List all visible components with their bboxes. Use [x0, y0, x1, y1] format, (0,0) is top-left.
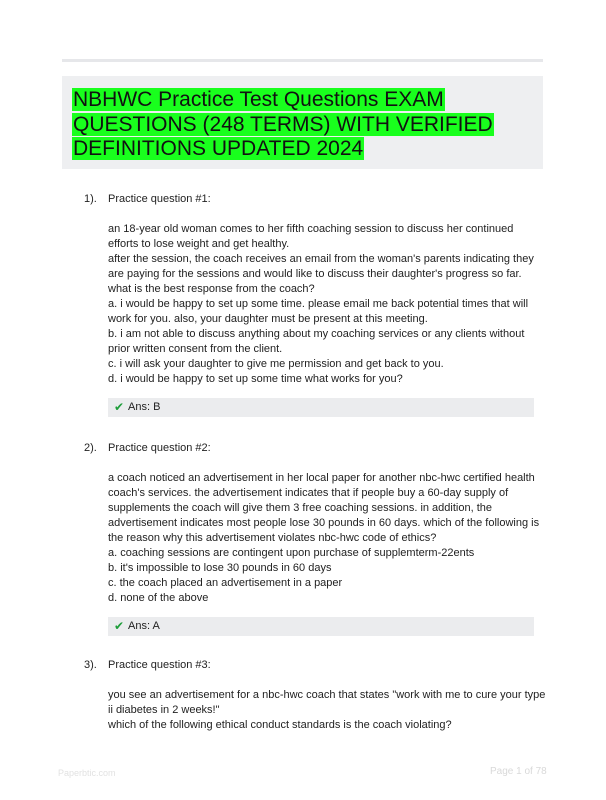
question-line: ii diabetes in 2 weeks!" — [108, 704, 220, 716]
footer-site-watermark: Paperbtic.com — [58, 768, 116, 778]
question-line: prior written consent from the client. — [108, 343, 283, 355]
question-line: coach's services. the advertisement indicates that if people buy a 60-day supply of — [108, 487, 509, 499]
question-heading: Practice question #2: — [108, 442, 211, 454]
question-line: supplements the coach will give them 3 free coaching sessions. in addition, the — [108, 502, 492, 514]
answer-text: Ans: A — [128, 620, 160, 632]
document-title — [72, 88, 532, 162]
question-heading: Practice question #1: — [108, 193, 211, 205]
title-line-1: NBHWC Practice Test Questions EXAM — [73, 88, 444, 111]
question-line: a coach noticed an advertisement in her local paper for another nbc-hwc certified health — [108, 472, 535, 484]
question-line: advertisement indicates most people lose 30 pounds in 60 days. which of the following is — [108, 517, 540, 529]
question-body — [108, 471, 538, 606]
question-line: work for you. also, your daughter must be present at this meeting. — [108, 313, 428, 325]
question-line: the reason why this advertisement violates nbc-hwc code of ethics? — [108, 532, 437, 544]
question-line: b. it's impossible to lose 30 pounds in 60 days — [108, 562, 332, 574]
question-line: which of the following ethical conduct standards is the coach violating? — [108, 719, 452, 731]
question-line: you see an advertisement for a nbc-hwc coach that states "work with me to cure your type — [108, 689, 546, 701]
question-line: are paying for the sessions and would like to discuss their daughter's progress so far. — [108, 268, 522, 280]
question-line: d. none of the above — [108, 592, 209, 604]
check-icon: ✔ — [114, 400, 125, 414]
question-line: c. the coach placed an advertisement in a paper — [108, 577, 343, 589]
question-line: what is the best response from the coach? — [108, 283, 315, 295]
question-line: d. i would be happy to set up some time what works for you? — [108, 373, 403, 385]
answer-text: Ans: B — [128, 401, 161, 413]
question-line: b. i am not able to discuss anything about my coaching services or any clients without — [108, 328, 525, 340]
question-number: 3). — [84, 659, 97, 671]
check-icon: ✔ — [114, 619, 125, 633]
question-heading: Practice question #3: — [108, 659, 211, 671]
answer-box — [108, 617, 534, 636]
question-line: c. i will ask your daughter to give me permission and get back to you. — [108, 358, 444, 370]
answer-box — [108, 398, 534, 417]
question-line: a. coaching sessions are contingent upon purchase of supplemterm-22ents — [108, 547, 475, 559]
question-body — [108, 688, 546, 733]
question-number: 2). — [84, 442, 97, 454]
page-number: Page 1 of 78 — [490, 766, 547, 777]
question-line: an 18-year old woman comes to her fifth coaching session to discuss her continued — [108, 223, 514, 235]
question-number: 1). — [84, 193, 97, 205]
question-line: a. i would be happy to set up some time. please email me back potential times that will — [108, 298, 529, 310]
title-line-2: QUESTIONS (248 TERMS) WITH VERIFIED — [73, 112, 493, 136]
question-body — [108, 222, 538, 387]
top-divider — [62, 59, 543, 62]
question-line: after the session, the coach receives an email from the woman's parents indicating they — [108, 253, 534, 265]
question-line: efforts to lose weight and get healthy. — [108, 238, 290, 250]
title-line-3: DEFINITIONS UPDATED 2024 — [73, 137, 364, 160]
